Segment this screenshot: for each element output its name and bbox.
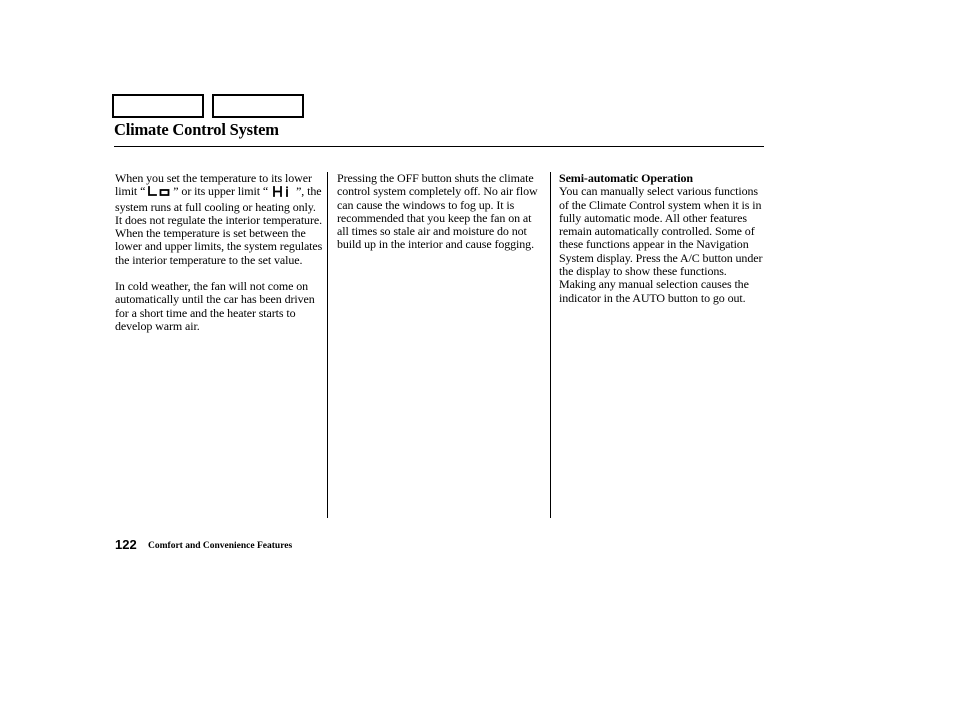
paragraph-semi-automatic: You can manually select various functions of the Climate Control system when it is in fully automatic mode. All other features remain automatically controlled. Some of these functions appear in the Navigation System display. Press the A/C button under the display to show these functions. Making any manual selection causes the indicator in the AUTO button to go out. xyxy=(559,184,763,305)
paragraph-text: ” or its upper limit “ xyxy=(173,184,269,199)
section-heading-semi-automatic: Semi-automatic Operation xyxy=(559,171,693,185)
hi-display-icon xyxy=(270,186,294,200)
paragraph-text: ”, the system runs at full cooling or heating only. It does not regulate the interior temperature. When the temperature is set between the lower and upper limits, the system regulates the interior temperature to the set value. xyxy=(115,184,323,267)
paragraph-text: When you set the temperature to its lower limit “ xyxy=(115,171,312,199)
column-divider-2 xyxy=(550,172,551,518)
lo-display-icon xyxy=(147,186,171,200)
title-divider xyxy=(114,146,764,147)
header-tab-box-right xyxy=(212,94,304,118)
column-divider-1 xyxy=(327,172,328,518)
paragraph-off-button: Pressing the OFF button shuts the climate control system completely off. No air flow can cause the windows to fog up. It is recommended that you keep the fan on at all times so stale air and moisture do not build up in the interior and cause fogging. xyxy=(337,171,538,252)
footer-section-title: Comfort and Convenience Features xyxy=(148,541,293,551)
text-column-2 xyxy=(337,172,542,252)
text-column-1 xyxy=(115,172,323,333)
paragraph-cold-weather: In cold weather, the fan will not come on automatically until the car has been driven for a short time and the heater starts to develop warm air. xyxy=(115,279,315,333)
header-tab-box-left xyxy=(112,94,204,118)
page-title: Climate Control System xyxy=(114,120,279,139)
text-column-3 xyxy=(559,172,764,305)
page-number: 122 xyxy=(115,537,137,552)
paragraph-temperature-limits xyxy=(115,172,323,267)
